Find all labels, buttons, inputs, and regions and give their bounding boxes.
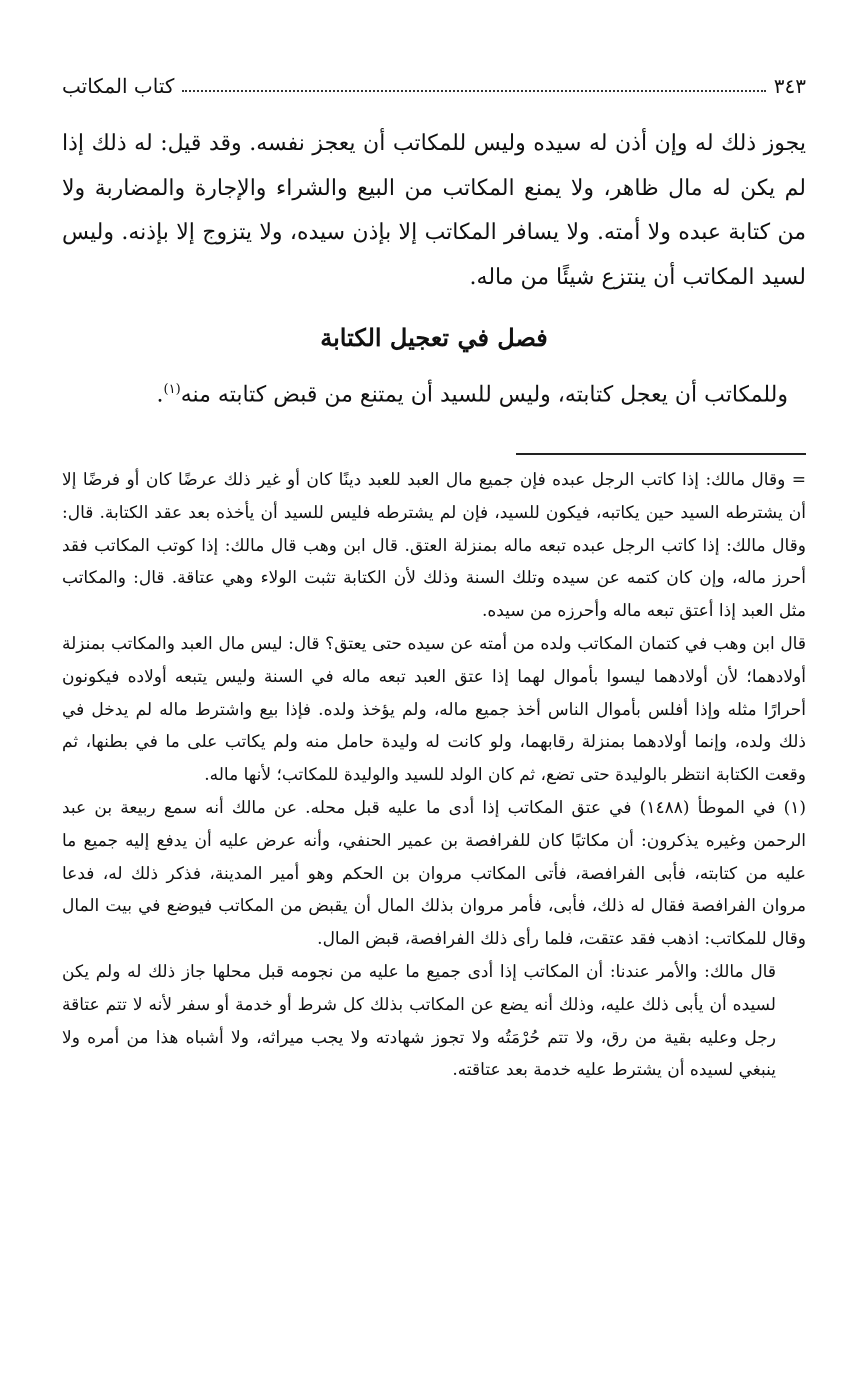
running-title: كتاب المكاتب	[62, 74, 175, 98]
leader-dots	[182, 90, 765, 92]
section-end-mark: .	[156, 382, 164, 408]
section-heading: فصل في تعجيل الكتابة	[320, 323, 548, 352]
page-number: ٣٤٣	[773, 74, 806, 98]
main-paragraph: يجوز ذلك له وإن أذن له سيده وليس للمكاتب أن يعجز نفسه. وقد قيل: له ذلك إذا لم يكن له مال ظاهر، ولا يمنع المكاتب من البيع والشراء والإجارة والمضاربة ولا من كتابة عبده ولا أمته. ولا يسافر المكاتب إلا بإذن سيده، ولا يتزوج إلا بإذنه. وليس لسيد المكاتب أن ينتزع شيئًا من ماله.	[62, 131, 806, 290]
footnote-ref: (١)	[163, 382, 181, 397]
section-paragraph	[62, 368, 788, 417]
running-header	[62, 66, 806, 106]
footnote-continued-paragraph: = وقال مالك: إذا كاتب الرجل عبده فإن جميع مال العبد للعبد دينًا كان أو غير ذلك عرضًا كان أو فرضًا إلا أن يشترطه السيد حين يكاتبه، فيكون للسيد، فإن لم يشترطه فليس للسيد أن يأخذه بعد عقد الكتابة. قال: وقال مالك: إذا كاتب الرجل عبده تبعه ماله بمنزلة العتق. قال ابن وهب قال مالك: إذا كوتب المكاتب فقد أحرز ماله، وإن كان كتمه عن سيده وتلك السنة وذلك لأن الكتابة تثبت الولاء وهي عتاقة. قال: والمكاتب مثل العبد إذا أعتق تبعه ماله وأحرزه من سيده.	[62, 470, 806, 622]
footnote-continued-paragraph: قال ابن وهب في كتمان المكاتب ولده من أمته عن سيده حتى يعتق؟ قال: ليس مال العبد والمكاتب بمنزلة أولادهما؛ لأن أولادهما ليسوا بأموال لهما إذا عتق العبد تبعه ماله في السنة وليس يتبعه أولاده فيكونون أحرارًا مثله وإذا أفلس بأموال الناس أخذ جميع ماله، ولم يؤخذ ولده. فإذا بيع واشترط ماله لم يدخل في ذلك ولده، وإنما أولادهما بمنزلة رقابهما، ولو كانت له وليدة حامل منه ولم يكاتب على ما في بطنها، ثم وقعت الكتابة انتظر بالوليدة حتى تضع، ثم كان الولد للسيد والوليدة للمكاتب؛ لأنها ماله.	[62, 633, 806, 786]
footnote-separator	[516, 453, 806, 455]
footnotes	[62, 464, 806, 1087]
book-page	[62, 0, 806, 1375]
main-text	[62, 122, 806, 300]
footnote-1-paragraph: قال مالك: والأمر عندنا: أن المكاتب إذا أدى جميع ما عليه من نجومه قبل محلها جاز ذلك له ولم يكن لسيده أن يأبى ذلك عليه، وذلك أنه يضع عن المكاتب بذلك كل شرط أو خدمة أو سفر لأنه لا تتم عتاقة رجل وعليه بقية من رق، ولا تتم حُرْمَتُه ولا تجوز شهادته ولا يجب ميراثه، ولا أشباه هذا من أمره ولا ينبغي لسيده أن يشترط عليه خدمة بعد عتاقته.	[62, 961, 776, 1081]
footnote-1-paragraph: (١) في الموطأ (١٤٨٨) في عتق المكاتب إذا أدى ما عليه قبل محله. عن مالك أنه سمع ربيعة بن عبد الرحمن وغيره يذكرون: أن مكاتبًا كان للفرافصة بن عمير الحنفي، وأنه عرض عليه أن يدفع إليه جميع ما عليه من كتابته، فأبى الفرافصة، فأتى المكاتب مروان بن الحكم وهو أمير المدينة، فذكر ذلك له، فدعا مروان الفرافصة فقال له ذلك، فأبى، فأمر مروان بذلك المال أن يقبض من المكاتب فيوضع في بيت المال وقال للمكاتب: اذهب فقد عتقت، فلما رأى ذلك الفرافصة، قبض المال.	[62, 797, 806, 950]
section-paragraph-text: وللمكاتب أن يعجل كتابته، وليس للسيد أن يمتنع من قبض كتابته منه	[180, 382, 788, 408]
